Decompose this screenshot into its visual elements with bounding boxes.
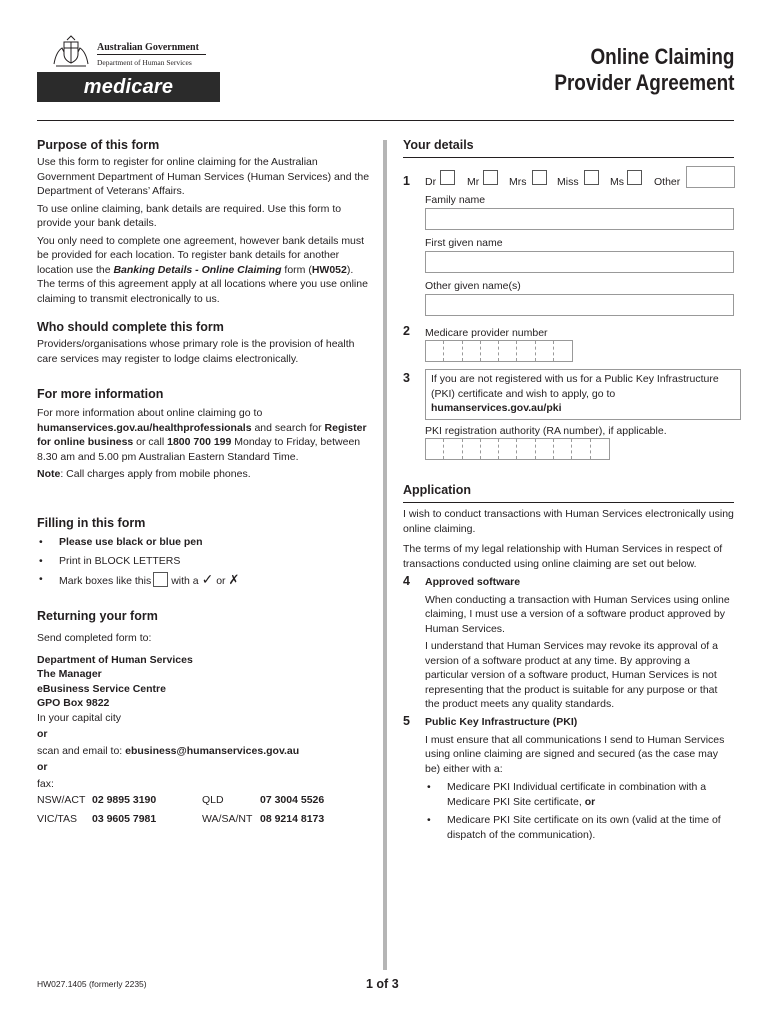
banking-form-name: Banking Details - Online Claiming (113, 263, 282, 276)
purpose-text-1: Use this form to register for online claiming for the Australian Government Department of Human Services (Human Services) and the Department of Veterans’ Affairs. (37, 156, 370, 197)
section-rule (403, 157, 734, 158)
coat-of-arms-icon (50, 34, 92, 68)
approved-software-text-2: I understand that Human Services may revoke its approval of a version of a software product at any time. By approving a particular version of a software product, Human Services is not representing that the product is suitable for any purpose or that the product meets any quality standards. (425, 640, 718, 710)
application-text-1: I wish to conduct transactions with Human Services electronically using online claiming. (403, 508, 734, 535)
text-run: eBusiness Service Centre (37, 682, 166, 695)
purpose-text-3 (37, 234, 372, 307)
cross-icon: ✗ (228, 572, 240, 587)
returning-section (37, 608, 372, 831)
application-text-2: The terms of my legal relationship with Human Services in respect of transactions conducted using online claiming are set out below. (403, 543, 723, 570)
column-divider (383, 140, 387, 970)
filling-section (37, 515, 372, 589)
title-mrs-checkbox[interactable] (532, 170, 547, 185)
text-run: scan and email to: (37, 744, 126, 757)
info-section (37, 386, 372, 482)
other-names-field[interactable] (425, 294, 734, 316)
title-mr-checkbox[interactable] (483, 170, 498, 185)
text-run: with a (171, 575, 199, 587)
section-rule (403, 502, 734, 503)
title-dr-checkbox[interactable] (440, 170, 455, 185)
form-title (554, 44, 734, 96)
sample-checkbox (153, 572, 168, 587)
fax-number: 03 9605 7981 (92, 813, 157, 825)
approved-software-section (425, 575, 734, 712)
filling-bullet-1 (37, 535, 372, 550)
question-3-number: 3 (403, 371, 410, 385)
pki-note-text: If you are not registered with us for a Public Key Infrastructure (PKI) certificate and wish to apply, go to (431, 373, 719, 400)
top-divider (37, 120, 734, 121)
title-other-label: Other (654, 176, 681, 188)
question-2-number: 2 (403, 324, 410, 338)
title-ms-label: Ms (610, 176, 624, 188)
who-heading: Who should complete this form (37, 320, 224, 334)
search-term: Register for online business (37, 421, 367, 448)
title-ms-checkbox[interactable] (627, 170, 642, 185)
note-label: Note (37, 468, 61, 480)
form-code: HW027.1405 (formerly 2235) (37, 979, 147, 989)
text-run: The Manager (37, 668, 102, 680)
fax-state: NSW/ACT (37, 794, 86, 806)
address-line-5: In your capital city (37, 711, 122, 724)
banking-form-code: HW052 (311, 263, 347, 276)
text-run: or (37, 728, 48, 740)
application-body (403, 507, 734, 571)
fax-state: WA/SA/NT (202, 813, 253, 825)
address-line-2 (37, 667, 372, 682)
purpose-section (37, 137, 372, 306)
email-link[interactable]: ebusiness@humanservices.gov.au (125, 744, 300, 757)
title-mr-label: Mr (467, 176, 480, 188)
your-details-header (403, 137, 734, 158)
other-names-label: Other given name(s) (425, 280, 521, 292)
health-professionals-link[interactable]: humanservices.gov.au/healthprofessionals (37, 421, 252, 434)
title-dr-label: Dr (425, 176, 437, 188)
text-run: or (216, 575, 226, 587)
address-line-1 (37, 653, 372, 668)
returning-heading: Returning your form (37, 609, 158, 623)
filling-bullet-2: • Print in BLOCK LETTERS (37, 554, 372, 569)
fax-number: 08 9214 8173 (260, 813, 325, 825)
or-text (37, 760, 372, 775)
filling-heading: Filling in this form (37, 516, 146, 530)
text-run: Please use black or blue pen (59, 536, 203, 548)
family-name-field[interactable] (425, 208, 734, 230)
text-run: humanservices.gov.au/pki (431, 402, 562, 414)
text-run: Public Key Infrastructure (PKI) (425, 716, 578, 728)
header-rule (97, 54, 206, 55)
text-run: or (584, 795, 596, 808)
purpose-text-2: To use online claiming, bank details are required. Use this form to provide your bank details. (37, 202, 342, 229)
pki-text: I must ensure that all communications I send to Human Services using online claiming are signed and secured (as the case may be) either with a: (425, 733, 725, 775)
text-run: You only need to complete one agreement, however bank details must be provided for each location. To register bank details for another location use the (37, 234, 365, 276)
who-text: Providers/organisations whose primary role is the provision of health care services may register to lodge claims electronically. (37, 338, 355, 365)
who-section (37, 319, 372, 366)
title-other-field[interactable] (686, 166, 735, 188)
ra-number-field[interactable] (425, 438, 610, 460)
pki-bullet-2: • Medicare PKI Site certificate on its own (valid at the time of dispatch of the communication). (425, 813, 734, 842)
pki-link[interactable] (431, 401, 736, 416)
text-run: or call (133, 436, 168, 448)
text-run: Medicare PKI Individual certificate in combination with a Medicare PKI Site certificate, (447, 781, 707, 808)
question-1-number: 1 (403, 174, 410, 188)
ra-number-label: PKI registration authority (RA number), if applicable. (425, 425, 667, 437)
your-details-heading: Your details (403, 138, 474, 152)
provider-number-label: Medicare provider number (425, 327, 548, 339)
approved-software-title (425, 575, 734, 590)
filling-bullet-3 (37, 572, 372, 589)
info-heading: For more information (37, 387, 164, 401)
text-run: ). The terms of this agreement apply at all locations where you use online claiming to transmit electronically to us. (37, 263, 368, 305)
text-run: Approved software (425, 576, 521, 588)
fax-table (37, 793, 372, 831)
fax-state: VIC/TAS (37, 813, 78, 825)
fax-number: 02 9895 3190 (92, 794, 157, 806)
text-run: Mark boxes like this (59, 575, 152, 587)
text-run: form ( (281, 263, 312, 276)
note-text (37, 467, 372, 482)
fax-number: 07 3004 5526 (260, 794, 325, 806)
text-run: Monday to Friday, between 8.30 am and 5.00 pm Australian Eastern Standard Time. (37, 436, 361, 463)
application-header (403, 482, 734, 503)
or-text (37, 727, 372, 742)
text-run: : Call charges apply from mobile phones. (60, 468, 251, 480)
department-name: Department of Human Services (97, 58, 192, 67)
info-text (37, 406, 372, 464)
fax-label: fax: (37, 777, 54, 790)
form-title-line2: Provider Agreement (553, 70, 734, 95)
text-run: GPO Box 9822 (37, 697, 110, 709)
pki-note-box (425, 369, 741, 420)
title-mrs-label: Mrs (509, 176, 527, 188)
address-line-3 (37, 682, 372, 697)
application-heading: Application (403, 483, 472, 497)
send-text: Send completed form to: (37, 632, 152, 644)
text-run: Department of Human Services (37, 653, 193, 666)
question-5-number: 5 (403, 714, 410, 728)
text-run: or (37, 761, 48, 773)
text-run: For more information about online claiming go to (37, 407, 263, 419)
purpose-heading: Purpose of this form (37, 138, 160, 152)
scan-text (37, 744, 372, 759)
family-name-label: Family name (425, 194, 486, 206)
title-miss-checkbox[interactable] (584, 170, 599, 185)
fax-state: QLD (202, 794, 224, 806)
pki-bullet-1 (425, 780, 734, 809)
pki-section (425, 715, 734, 842)
phone-number: 1800 700 199 (167, 436, 232, 448)
text-run: and search for (251, 421, 325, 434)
tick-icon: ✓ (201, 571, 214, 587)
question-4-number: 4 (403, 574, 410, 588)
address-line-4 (37, 696, 372, 711)
approved-software-text-1: When conducting a transaction with Human Services using online claiming, I must use a version of a software product approved by Human Services. (425, 593, 730, 635)
title-miss-label: Miss (557, 176, 579, 188)
form-title-line1: Online Claiming (589, 44, 734, 69)
page-number: 1 of 3 (366, 977, 399, 991)
pki-title (425, 715, 734, 730)
medicare-logo: medicare (37, 72, 220, 102)
government-name: Australian Government (97, 42, 199, 53)
first-name-field[interactable] (425, 251, 734, 273)
provider-number-field[interactable] (425, 340, 573, 362)
first-name-label: First given name (425, 237, 503, 249)
title-options (425, 166, 734, 188)
